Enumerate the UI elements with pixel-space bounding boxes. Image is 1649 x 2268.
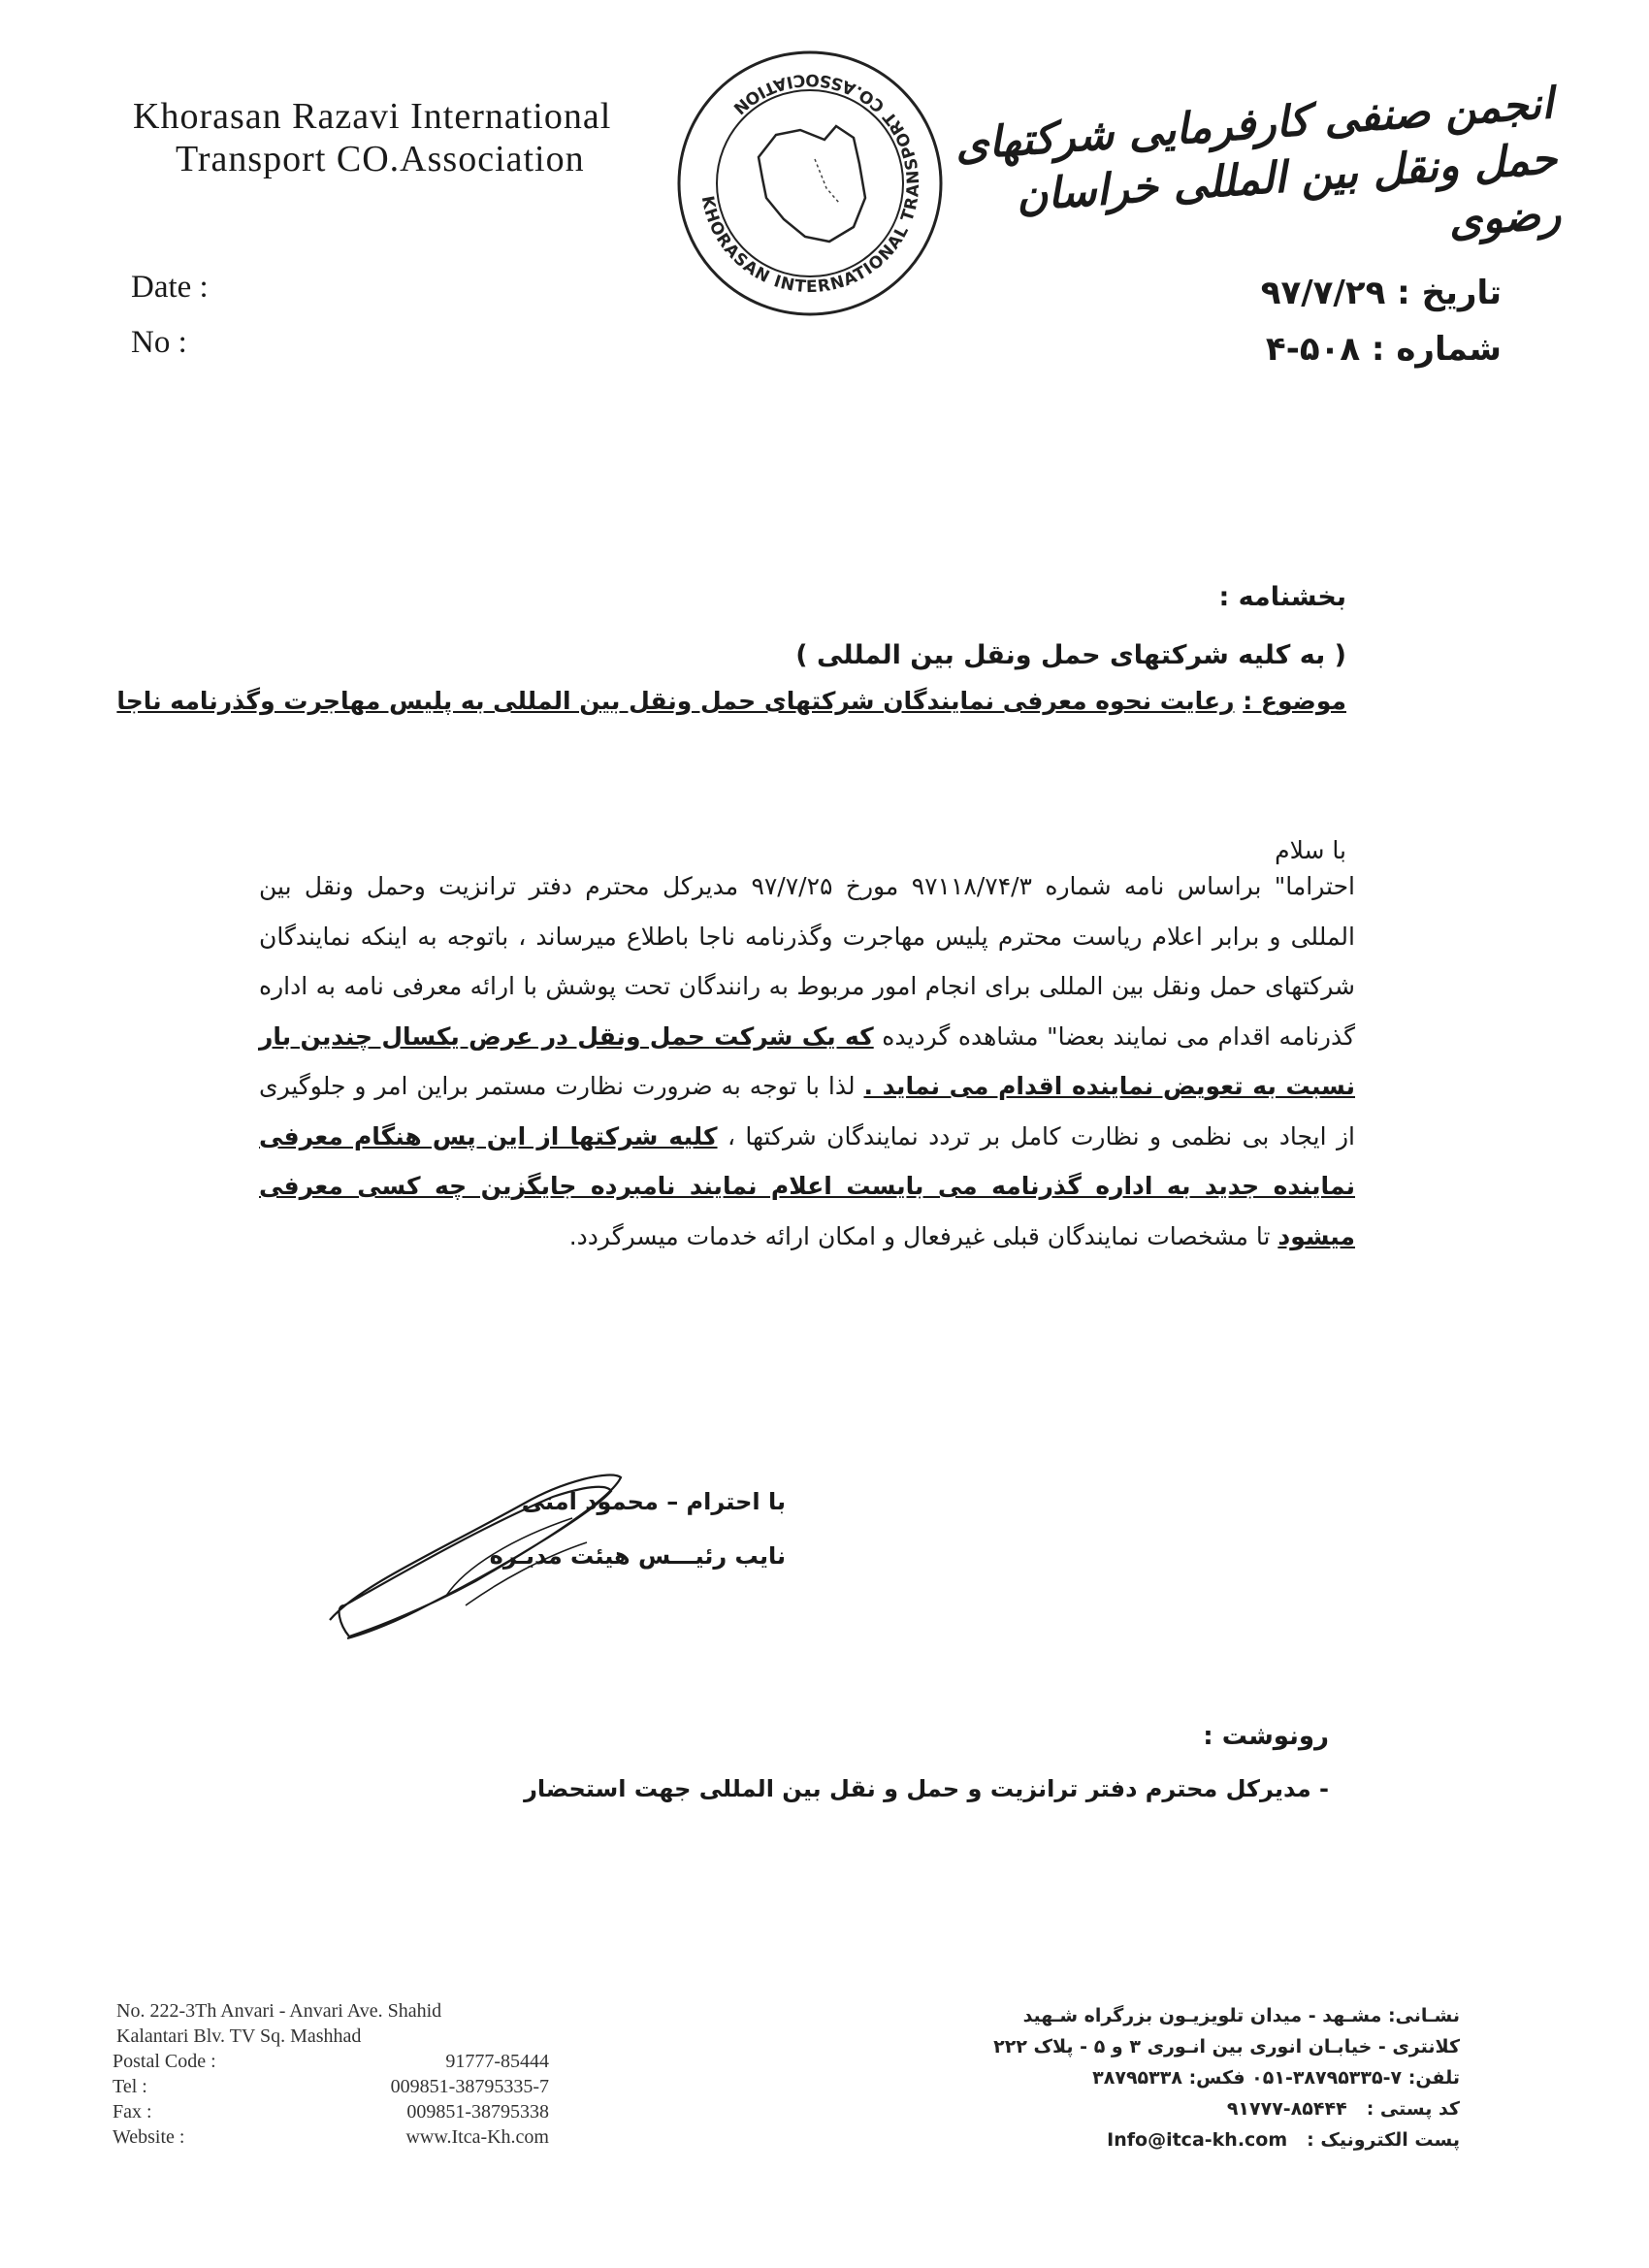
subject-line: [116, 687, 1346, 715]
seal-ring-text: KHORASAN INTERNATIONAL TRANSPORT CO.ASSOCIATION: [696, 69, 924, 298]
fa-email-value: Info@itca-kh.com: [1107, 2129, 1288, 2151]
iran-map-outline: [759, 126, 865, 242]
salutation: با سلام: [1275, 836, 1346, 864]
postal-code-value: 91777-85444: [445, 2051, 549, 2072]
english-org-name-line2: Transport CO.Association: [176, 139, 585, 179]
footer-persian-contact: [839, 2000, 1460, 2155]
body-emphasis-2: کلیه شرکتها از این پس هنگام معرفی نماینده جدید به اداره گذرنامه می بایست اعلام نمایند نامبرده جایگزین چه کسی معرفی میشود: [259, 1121, 1355, 1250]
province-border: [815, 159, 839, 203]
signature-greeting: با احترام – محمود امنی: [521, 1488, 786, 1515]
website-label: Website :: [113, 2126, 185, 2148]
footer-tel-row: [113, 2074, 549, 2099]
handwritten-signature: [320, 1460, 630, 1654]
circular-heading: بخشنامه :: [1218, 582, 1346, 612]
recipient-line: ( به کلیه شرکتهای حمل ونقل بین المللی ): [795, 640, 1346, 670]
footer-fax-row: [113, 2099, 549, 2124]
cc-recipient: - مدیرکل محترم دفتر ترانزیت و حمل و نقل بین المللی جهت استحضار: [524, 1775, 1329, 1802]
footer-fa-address-line2: کلانتری - خیابـان انوری بین انـوری ۳ و ۵ - پلاک ۲۲۲: [993, 2036, 1460, 2057]
footer-fa-postal-row: [839, 2093, 1460, 2124]
footer-fa-phone: تلفن: ۷-۳۸۷۹۵۳۳۵-۰۵۱ فکس: ۳۸۷۹۵۳۳۸: [1092, 2067, 1460, 2089]
persian-letter-number: شماره : ۵۰۸-۴: [1265, 330, 1502, 369]
persian-date: تاریخ : ۹۷/۷/۲۹: [1260, 274, 1502, 312]
fa-postal-value: ۹۱۷۷۷-۸۵۴۴۴: [1226, 2098, 1347, 2120]
fa-email-label: پست الکترونیک :: [1307, 2129, 1460, 2151]
svg-text:KHORASAN INTERNATIONAL TRANSPO: [697, 70, 923, 297]
persian-org-name: انجمن صنفی کارفرمایی شرکتهای حمل ونقل بین المللی خراسان رضوی: [954, 79, 1563, 247]
footer-website-row: [113, 2124, 549, 2150]
footer-address-line2: Kalantari Blv. TV Sq. Mashhad: [116, 2025, 362, 2047]
fax-label: Fax :: [113, 2101, 152, 2122]
footer-fa-address-line1: نشـانی: مشـهد - میدان تلویزیـون بزرگراه شـهید: [1022, 2005, 1460, 2026]
footer-postal-row: [113, 2049, 549, 2074]
signatory-title: نایب رئیـــس هیئت مدیـره: [489, 1542, 786, 1570]
fa-postal-label: کد پستی :: [1366, 2098, 1460, 2120]
body-text-part2: لذا با توجه به ضرورت نظارت مستمر براین امر و جلوگیری از ایجاد بی نظمی و نظارت کامل بر تردد نمایندگان شرکتها ،: [259, 1072, 1355, 1150]
cc-heading: رونوشت :: [1203, 1722, 1329, 1751]
body-text-part1: احتراما" براساس نامه شماره ۹۷۱۱۸/۷۴/۳ مورخ ۹۷/۷/۲۵ مدیرکل محترم دفتر ترانزیت وحمل ونقل بین المللی و برابر اعلام ریاست محترم پلیس مهاجرت وگذرنامه ناجا باطلاع میرساند ، باتوجه به اینکه نمایندگان شرکتهای حمل ونقل بین المللی برای انجام امور مربوط به رانندگان تحت پوشش با ارائه معرفی نامه به اداره گذرنامه اقدام می نمایند بعضا" مشاهده گردیده: [259, 872, 1356, 1051]
number-label: No :: [131, 325, 187, 360]
tel-label: Tel :: [113, 2076, 147, 2097]
website-value: www.Itca-Kh.com: [405, 2126, 549, 2148]
english-org-name: [133, 95, 611, 180]
tel-value: 009851-38795335-7: [390, 2076, 549, 2097]
body-paragraph: [259, 861, 1355, 1261]
postal-code-label: Postal Code :: [113, 2051, 216, 2072]
english-org-name-line1: Khorasan Razavi International: [133, 96, 612, 137]
subject-prefix: موضوع :: [1243, 687, 1346, 715]
subject-text: رعایت نحوه معرفی نمایندگان شرکتهای حمل ونقل بین المللی به پلیس مهاجرت وگذرنامه ناجا: [116, 687, 1235, 715]
footer-address-line1: No. 222-3Th Anvari - Anvari Ave. Shahid: [116, 2000, 442, 2022]
footer-fa-email-row: [839, 2124, 1460, 2155]
date-label: Date :: [131, 270, 209, 305]
body-text-part3: تا مشخصات نمایندگان قبلی غیرفعال و امکان ارائه خدمات میسرگردد.: [568, 1221, 1271, 1250]
body-emphasis-1: که یک شرکت حمل ونقل در عرض یکسال چندین بار نسبت به تعویض نماینده اقدام می نماید .: [259, 1021, 1355, 1100]
fax-value: 009851-38795338: [406, 2101, 549, 2122]
footer-english-contact: [113, 1998, 549, 2150]
